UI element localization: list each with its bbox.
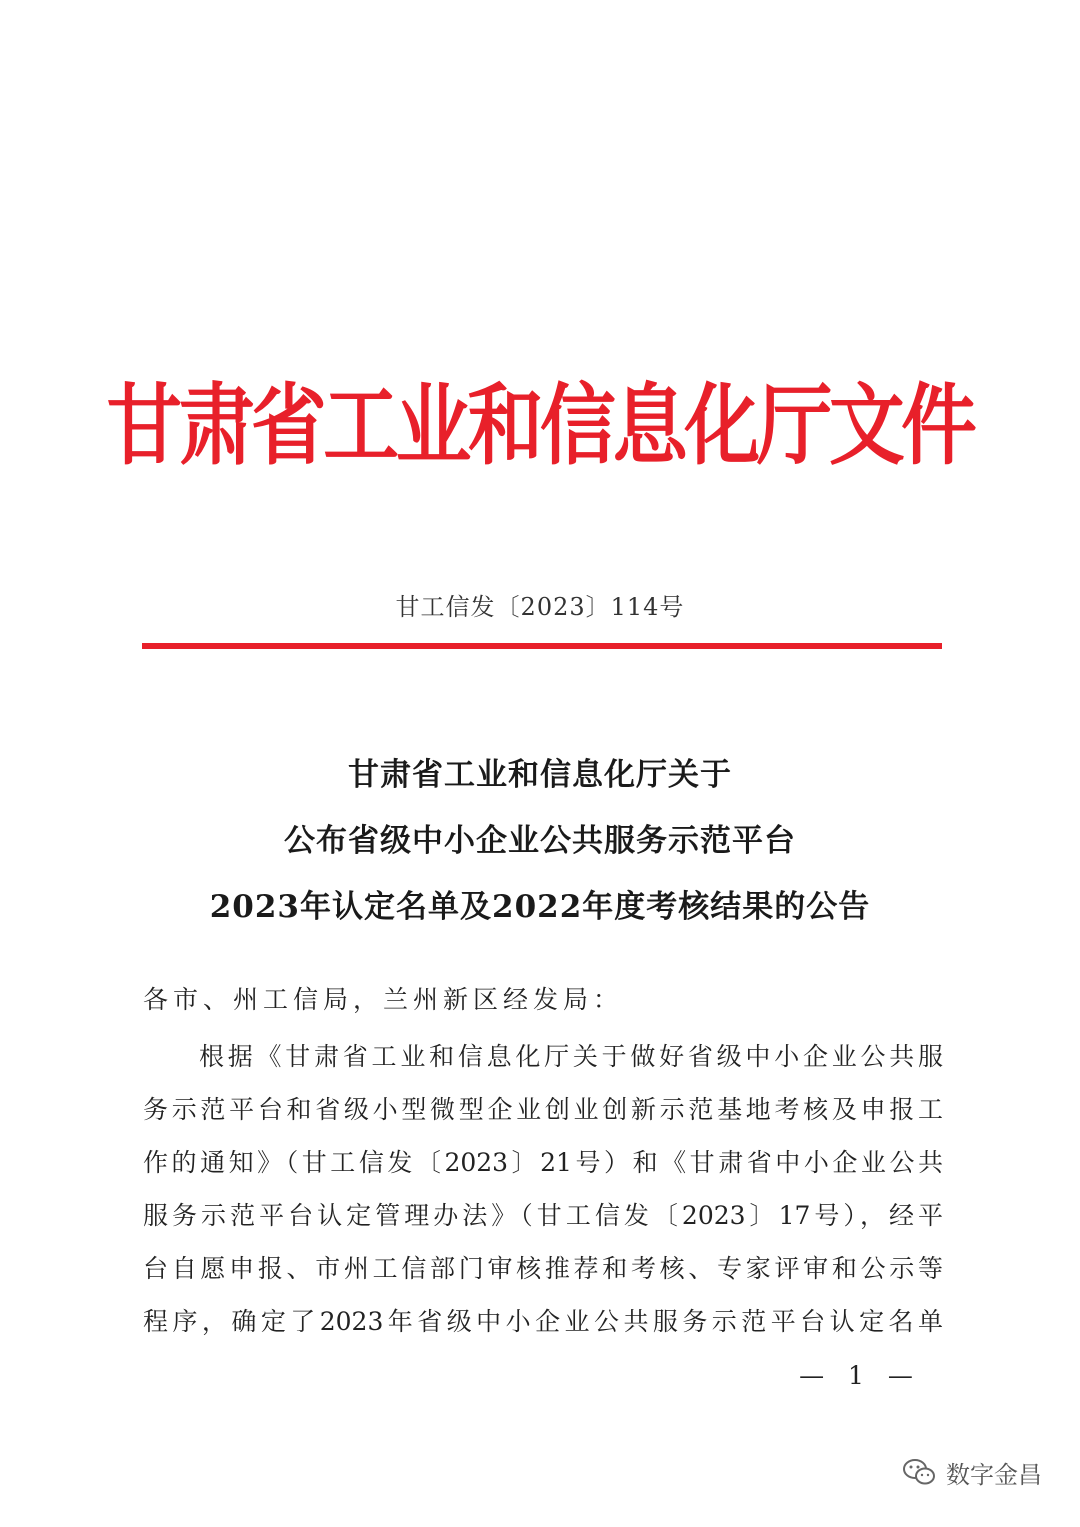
title-line-3: 2023年认定名单及2022年度考核结果的公告	[209, 889, 871, 925]
title-line-2: 公布省级中小企业公共服务示范平台	[284, 823, 796, 859]
body-line: 台自愿申报、市州工信部门审核推荐和考核、专家评审和公示等	[143, 1254, 943, 1283]
body-line: 作的通知》（甘工信发〔2023〕21号）和《甘肃省中小企业公共	[143, 1148, 943, 1177]
red-divider	[142, 643, 942, 649]
wechat-icon	[902, 1457, 936, 1487]
body-line: 程序，确定了2023年省级中小企业公共服务示范平台认定名单	[143, 1307, 943, 1336]
body-line: 务示范平台和省级小型微型企业创业创新示范基地考核及申报工	[143, 1095, 943, 1124]
document-number: 甘工信发〔2023〕114号	[395, 593, 685, 621]
title-line-1: 甘肃省工业和信息化厅关于	[348, 757, 732, 793]
salutation: 各市、州工信局，兰州新区经发局：	[143, 985, 624, 1014]
body-line: 根据《甘肃省工业和信息化厅关于做好省级中小企业公共服	[199, 1042, 943, 1071]
masthead-title: 甘肃省工业和信息化厅文件	[106, 373, 974, 477]
announcement-title	[0, 742, 1080, 940]
page-number: — 1 —	[799, 1361, 921, 1390]
body-line: 服务示范平台认定管理办法》（甘工信发〔2023〕17号），经平	[143, 1201, 943, 1230]
watermark-text: 数字金昌	[946, 1460, 1042, 1489]
body-paragraph	[143, 1030, 943, 1348]
source-watermark	[902, 1452, 1042, 1492]
